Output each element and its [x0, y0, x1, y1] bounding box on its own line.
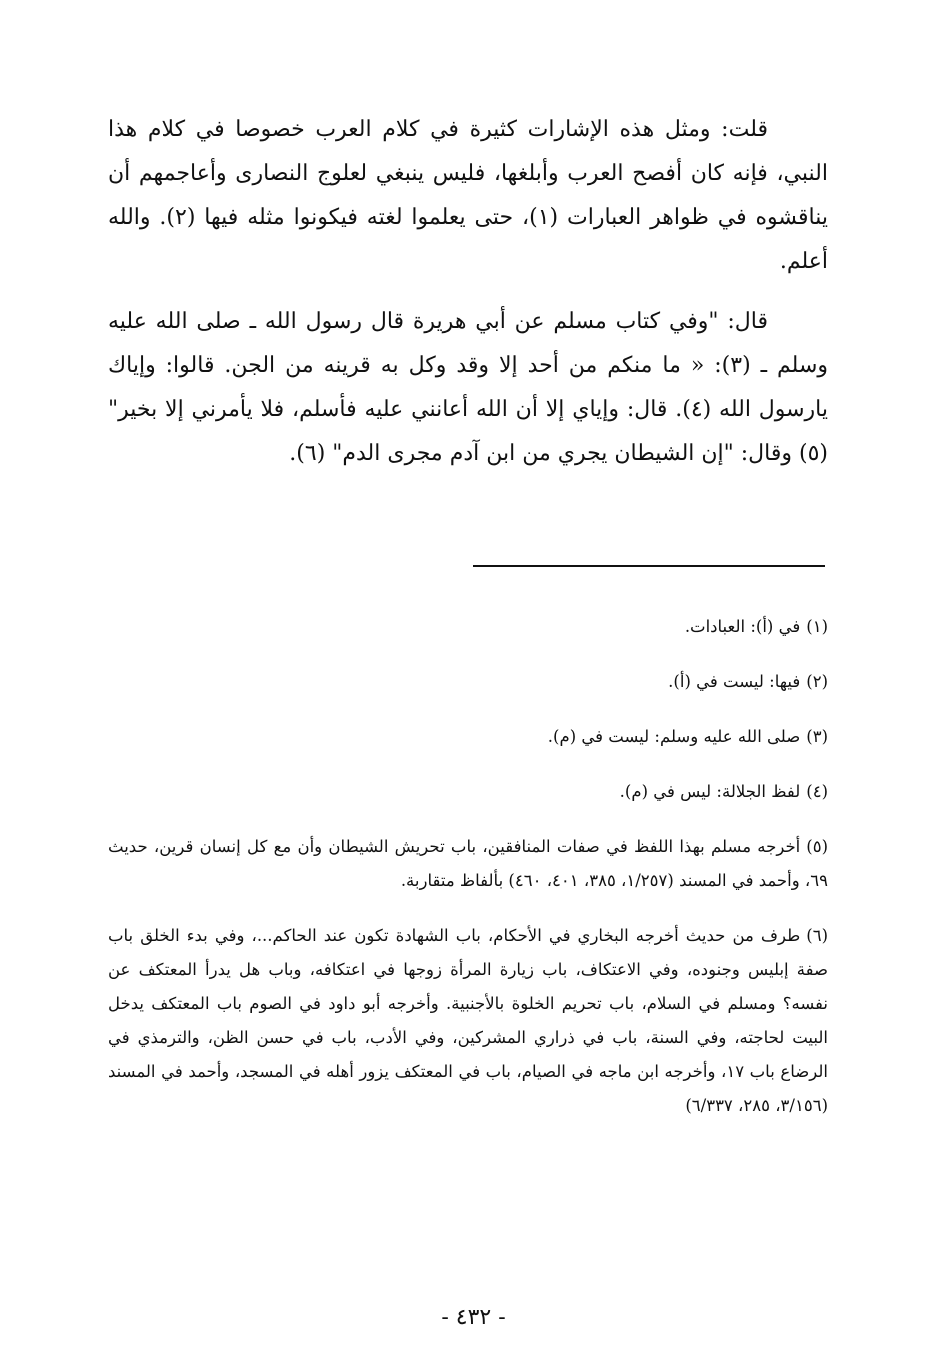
footnote-divider [473, 565, 825, 567]
footnote-2 [108, 665, 828, 699]
footnote-number: (٢) [806, 672, 828, 691]
footnotes [108, 610, 828, 1144]
paragraph-2: قال: "وفي كتاب مسلم عن أبي هريرة قال رسول الله ـ صلى الله عليه وسلم ـ (٣): « ما منكم من أحد إلا وقد وكل به قرينه من الجن. قالوا: وإياك يارسول الله (٤). قال: وإياي إلا أن الله أعانني عليه فأسلم، فلا يأمرني إلا بخير" (٥) وقال: "إن الشيطان يجري من ابن آدم مجرى الدم" (٦). [108, 309, 829, 466]
footnote-1 [108, 610, 828, 644]
footnote-text: لفظ الجلالة: ليس في (م). [619, 782, 801, 801]
footnote-number: (٤) [806, 782, 828, 801]
footnote-text: صلى الله عليه وسلم: ليست في (م). [547, 727, 801, 746]
paragraph-1: قلت: ومثل هذه الإشارات كثيرة في كلام العرب خصوصا في كلام هذا النبي، فإنه كان أفصح العرب وأبلغها، فليس ينبغي لعلوج النصارى وأعاجمهم أن يناقشوه في ظواهر العبارات (١)، حتى يعلموا لغته فيكونوا مثله فيها (٢). والله أعلم. [108, 117, 829, 274]
footnote-number: (٦) [806, 926, 828, 945]
footnote-3 [108, 720, 828, 754]
page-number: - ٤٣٢ - [441, 1305, 506, 1330]
footnote-number: (١) [806, 617, 828, 636]
footnote-text: أخرجه مسلم بهذا اللفظ في صفات المنافقين، باب تحريش الشيطان وأن مع كل إنسان قرين، حديث ٦٩، وأحمد في المسند (١/٢٥٧، ٣٨٥، ٤٠١، ٤٦٠) بألفاظ متقاربة. [108, 837, 828, 890]
main-text [108, 108, 828, 492]
footnote-5 [108, 830, 828, 898]
footnote-text: في (أ): العبادات. [684, 617, 801, 636]
footnote-text: طرف من حديث أخرجه البخاري في الأحكام، باب الشهادة تكون عند الحاكم...، وفي بدء الخلق باب صفة إبليس وجنوده، وفي الاعتكاف، باب زيارة المرأة زوجها في اعتكافه، وباب هل يدرأ المعتكف عن نفسه؟ ومسلم في السلام، باب تحريم الخلوة بالأجنبية. وأخرجه أبو داود في الصوم باب المعتكف يدخل البيت لحاجته، وفي السنة، باب في ذراري المشركين، وفي الأدب، باب في حسن الظن، والترمذي في الرضاع باب ١٧، وأخرجه ابن ماجه في الصيام، باب في المعتكف يزور أهله في المسجد، وأحمد في المسند (٣/١٥٦، ٢٨٥، ٦/٣٣٧) [108, 926, 828, 1115]
footnote-4 [108, 775, 828, 809]
footnote-number: (٣) [806, 727, 828, 746]
footnote-number: (٥) [806, 837, 828, 856]
footnote-text: فيها: ليست في (أ). [668, 672, 801, 691]
footnote-6 [108, 919, 828, 1123]
